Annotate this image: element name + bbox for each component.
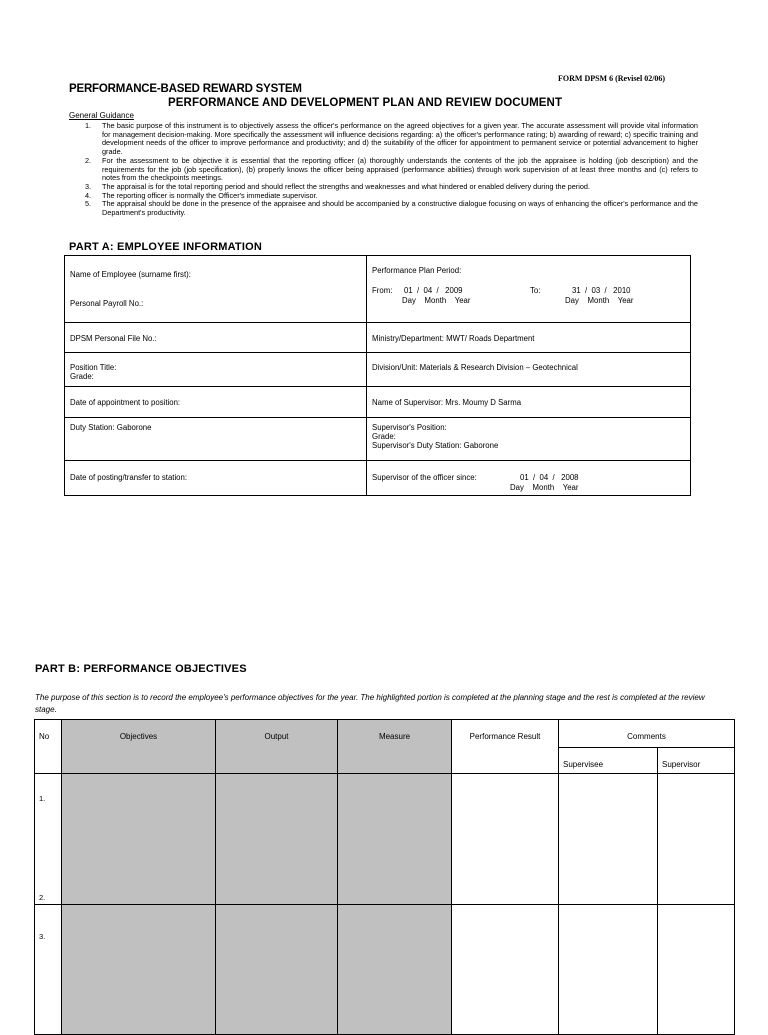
document-subtitle: PERFORMANCE AND DEVELOPMENT PLAN AND REVIEW DOCUMENT	[168, 97, 563, 109]
guidance-heading: General Guidance	[69, 111, 134, 120]
guidance-number: 1.	[85, 121, 92, 130]
part-b-heading: PART B: PERFORMANCE OBJECTIVES	[35, 663, 247, 675]
col-objectives-header: Objectives	[62, 720, 216, 774]
info-row	[65, 418, 691, 461]
appointment-cell[interactable]	[65, 387, 367, 418]
output-cell[interactable]	[216, 774, 338, 905]
division-value: Division/Unit: Materials & Research Division – Geotechnical	[372, 363, 578, 372]
info-row	[65, 387, 691, 418]
col-result-header: Performance Result	[452, 720, 559, 774]
supervisee-comment-cell[interactable]	[559, 905, 658, 1035]
grade-label: Grade:	[70, 372, 94, 381]
row-number-cell	[35, 905, 62, 1035]
from-date: 01 / 04 / 2009	[404, 286, 463, 295]
objectives-header-row	[35, 720, 735, 748]
plan-period-cell[interactable]	[367, 256, 691, 323]
guidance-number: 4.	[85, 190, 92, 200]
result-cell[interactable]	[452, 905, 559, 1035]
row-number: 3.	[39, 932, 46, 941]
to-label: To:	[530, 286, 541, 295]
col-no-header: No	[35, 720, 62, 774]
guidance-text: For the assessment to be objective it is essential that the reporting officer (a) thoroughly understands the contents of the job the appraisee is holding (job description) and the requirements for the job (job specification), (b) properly knows the officer being appraised (performance abilities) through work supervision of at least three months and (c) refers to notes from the checkpoints meetings.	[102, 155, 698, 183]
duty-station: Duty Station: Gaborone	[70, 423, 152, 432]
col-comments-header: Comments	[559, 720, 735, 748]
plan-period-dates	[372, 286, 685, 296]
guidance-number: 2.	[85, 155, 92, 165]
supervisee-comment-cell[interactable]	[559, 774, 658, 905]
from-dmy: Day Month Year	[402, 296, 471, 305]
supervisor-comment-cell[interactable]	[658, 905, 735, 1035]
info-row	[65, 353, 691, 387]
from-label: From:	[372, 286, 393, 295]
objectives-table	[34, 719, 735, 1035]
posting-cell[interactable]	[65, 461, 367, 496]
ministry-value: Ministry/Department: MWT/ Roads Department	[372, 334, 535, 343]
supervisor-since-dmy: Day Month Year	[510, 483, 579, 492]
row-number: 1.	[39, 794, 46, 803]
to-date: 31 / 03 / 2010	[572, 286, 631, 295]
row-number-cell	[35, 774, 62, 905]
objective-row	[35, 774, 735, 905]
measure-cell[interactable]	[338, 905, 452, 1035]
payroll-label: Personal Payroll No.:	[70, 299, 144, 308]
plan-period-dmy	[372, 296, 685, 306]
division-cell[interactable]	[367, 353, 691, 387]
supervisor-comment-cell[interactable]	[658, 774, 735, 905]
info-row	[65, 323, 691, 353]
col-output-header: Output	[216, 720, 338, 774]
measure-cell[interactable]	[338, 774, 452, 905]
objectives-cell[interactable]	[62, 774, 216, 905]
supervisor-since-dmy-line	[372, 483, 685, 493]
form-id: FORM DPSM 6 (Revisel 02/06)	[558, 74, 666, 83]
posting-label: Date of posting/transfer to station:	[70, 473, 188, 482]
guidance-number: 3.	[85, 181, 92, 191]
supervisor-position-label: Supervisor's Position:	[372, 423, 447, 432]
objective-row	[35, 905, 735, 1035]
employee-info-table	[64, 255, 691, 496]
guidance-item	[85, 157, 698, 183]
part-a-heading: PART A: EMPLOYEE INFORMATION	[69, 241, 263, 253]
guidance-item	[85, 122, 698, 157]
file-no-cell[interactable]	[65, 323, 367, 353]
to-dmy: Day Month Year	[565, 296, 634, 305]
output-cell[interactable]	[216, 905, 338, 1035]
appointment-label: Date of appointment to position:	[70, 398, 181, 407]
duty-station-cell[interactable]	[65, 418, 367, 461]
position-label: Position Title:	[70, 363, 117, 372]
file-no-label: DPSM Personal File No.:	[70, 334, 157, 343]
row-number: 2.	[39, 893, 46, 902]
supervisor-since-line	[372, 473, 685, 483]
guidance-text: The reporting officer is normally the Officer's immediate supervisor.	[102, 190, 318, 200]
part-b-purpose: The purpose of this section is to record the employee's performance objectives for the year. The highlighted portion is completed at the planning stage and the rest is completed at the review stage.	[35, 693, 705, 714]
info-row	[65, 256, 691, 323]
col-supervisor-header: Supervisor	[658, 748, 735, 774]
position-cell[interactable]	[65, 353, 367, 387]
guidance-item	[85, 200, 698, 217]
plan-period-label: Performance Plan Period:	[372, 266, 462, 275]
ministry-cell[interactable]	[367, 323, 691, 353]
supervisor-grade-label: Grade:	[372, 432, 396, 441]
guidance-text: The appraisal is for the total reporting period and should reflect the strengths and weaknesses and what hindered or enabled delivery during the period.	[102, 181, 590, 191]
col-supervisee-header: Supervisee	[559, 748, 658, 774]
guidance-number: 5.	[85, 199, 92, 209]
objectives-cell[interactable]	[62, 905, 216, 1035]
supervisor-since-label: Supervisor of the officer since:	[372, 473, 477, 482]
supervisor-name-cell[interactable]	[367, 387, 691, 418]
supervisor-details-cell[interactable]	[367, 418, 691, 461]
supervisor-name: Name of Supervisor: Mrs. Moumy D Sarma	[372, 398, 522, 407]
col-measure-header: Measure	[338, 720, 452, 774]
supervisor-duty-station: Supervisor's Duty Station: Gaborone	[372, 441, 499, 450]
employee-name-cell[interactable]	[65, 256, 367, 323]
result-cell[interactable]	[452, 774, 559, 905]
guidance-text: The basic purpose of this instrument is to objectively assess the officer's performance on the agreed objectives for a given year. The accurate assessment will provide vital information for management decision-making. More specifically the assessment will influence decisions regarding: a) the officer's performance rating; b) awarding of reward; c) specific training and development needs of the officer to improve performance and productivity; and d) the suitability of the officer for appointment to permanent service or potential advancement to higher grade.	[102, 121, 698, 157]
supervisor-since-date: 01 / 04 / 2008	[520, 473, 579, 482]
guidance-list	[85, 122, 698, 218]
supervisor-since-cell[interactable]	[367, 461, 691, 496]
document-title: PERFORMANCE-BASED REWARD SYSTEM	[69, 83, 302, 95]
info-row	[65, 461, 691, 496]
guidance-text: The appraisal should be done in the presence of the appraisee and should be accompanied by a constructive dialogue focusing on ways of enhancing the officer's performance and the Department's productivity.	[102, 199, 698, 218]
employee-name-label: Name of Employee (surname first):	[70, 270, 191, 279]
